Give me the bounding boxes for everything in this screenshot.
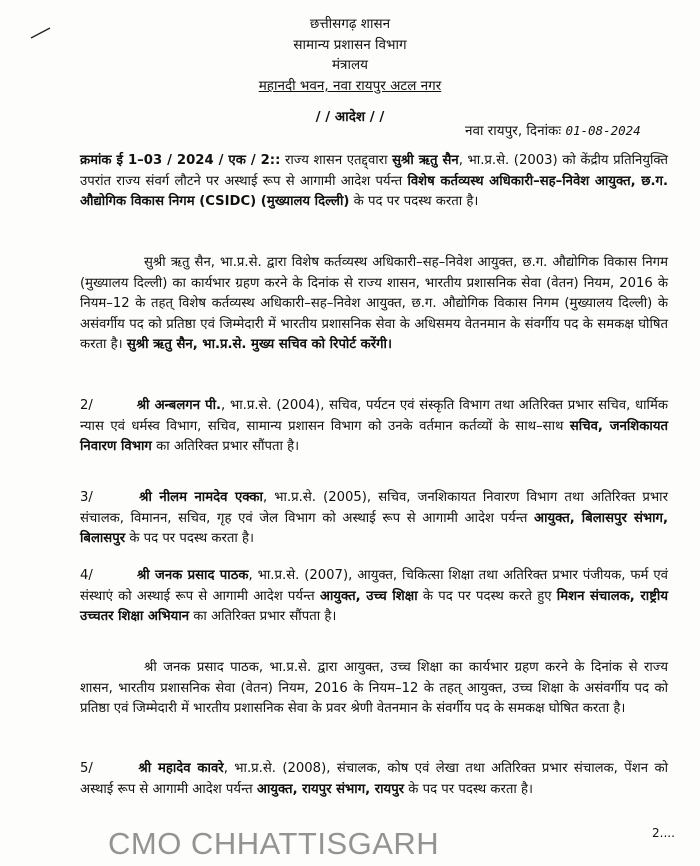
paragraph-number: 2/ (80, 398, 93, 413)
handwritten-date: 01-08-2024 (565, 123, 641, 138)
paragraph-4b: श्री जनक प्रसाद पाठक, भा.प्र.से. द्वारा आयुक्त, उच्च शिक्षा का कार्यभार ग्रहण करने के दिनांक से राज्य शासन, भारतीय प्रशासनिक सेवा (वेतन) नियम, 2016 के नियम–12 के तहत् आयुक्त, उच्च शिक्षा के असंवर्गीय पद को प्रतिष्ठा एवं जिम्मेदारी में भारतीय प्रशासनिक सेवा के प्रवर श्रेणी वेतनमान के संवर्गीय पद के समकक्ष घोषित करता है। (80, 660, 668, 716)
place-date (465, 121, 641, 139)
header-address: महानदी भवन, नवा रायपुर अटल नगर (258, 78, 442, 94)
paragraph-5: 5/ श्री महादेव कावरे, भा.प्र.से. (2008), संचालक, कोष एवं लेखा तथा अतिरिक्त प्रभार संचालक, पेंशन को अस्थाई रूप से आगामी आदेश पर्यन्त आयुक्त, रायपुर संभाग, रायपुर के पद पर पदस्थ करता है। (80, 761, 668, 797)
paragraph-3: 3/ श्री नीलम नामदेव एक्का, भा.प्र.से. (2005), सचिव, जनशिकायत निवारण विभाग तथा अतिरिक्त प्रभार संचालक, विमानन, सचिव, गृह एवं जेल विभाग को अस्थाई रूप से आगामी आदेश पर्यन्त आयुक्त, बिलासपुर संभाग, बिलासपुर के पद पर पदस्थ करता है। (80, 490, 668, 546)
paragraph-4: 4/ श्री जनक प्रसाद पाठक, भा.प्र.से. (2007), आयुक्त, चिकित्सा शिक्षा तथा अतिरिक्त प्रभार पंजीयक, फर्म एवं संस्थाएं को अस्थाई रूप से आगामी आदेश पर्यन्त आयुक्त, उच्च शिक्षा के पद पर पदस्थ करते हुए मिशन संचालक, राष्ट्रीय उच्चतर शिक्षा अभियान का अतिरिक्त प्रभार सौंपता है। (80, 568, 668, 624)
place-label: नवा रायपुर, दिनांकः (465, 123, 562, 139)
page-continuation: 2.... (652, 826, 675, 840)
paragraph-number: 5/ (80, 761, 93, 776)
header-state: छत्तीसगढ़ शासन (309, 16, 391, 32)
paragraph-number: 4/ (80, 568, 93, 583)
header-department: सामान्य प्रशासन विभाग (293, 37, 407, 53)
header-office: मंत्रालय (331, 57, 368, 73)
paragraph-number: 3/ (80, 490, 93, 505)
paragraph-1: क्रमांक ई 1–03 / 2024 / एक / 2:: राज्य शासन एतद्द्वारा सुश्री ऋतु सैन, भा.प्र.से. (2003) को केंद्रीय प्रतिनियुक्ति उपरांत राज्य संवर्ग लौटने पर अस्थाई रूप से आगामी आदेश पर्यन्त विशेष कर्तव्यस्थ अधिकारी–सह–निवेश आयुक्त, छ.ग. औद्योगिक विकास निगम (CSIDC) (मुख्यालय दिल्ली) के पद पर पदस्थ करता है। (80, 153, 668, 209)
watermark: CMO CHHATTISGARH (108, 826, 440, 861)
paragraph-2: 2/ श्री अन्बलगन पी., भा.प्र.से. (2004), सचिव, पर्यटन एवं संस्कृति विभाग तथा अतिरिक्त प्रभार सचिव, धार्मिक न्यास एवं धर्मस्व विभाग, सचिव, सामान्य प्रशासन विभाग को उनके वर्तमान कर्तव्यों के साथ–साथ सचिव, जनशिकायत निवारण विभाग का अतिरिक्त प्रभार सौंपता है। (80, 398, 668, 454)
order-title: / / आदेश / / (315, 109, 385, 125)
order-number: क्रमांक ई 1–03 / 2024 / एक / 2:: (80, 153, 281, 168)
paragraph-1b: सुश्री ऋतु सैन, भा.प्र.से. द्वारा विशेष कर्तव्यस्थ अधिकारी–सह–निवेश आयुक्त, छ.ग. औद्योगिक विकास निगम (मुख्यालय दिल्ली) का कार्यभार ग्रहण करने के दिनांक से राज्य शासन, भारतीय प्रशासनिक सेवा (वेतन) नियम, 2016 के नियम–12 के तहत् विशेष कर्तव्यस्थ अधिकारी–सह–निवेश आयुक्त, छ.ग. औद्योगिक विकास निगम (मुख्यालय दिल्ली) के असंवर्गीय पद को प्रतिष्ठा एवं जिम्मेदारी में भारतीय प्रशासनिक सेवा के अधिसमय वेतनमान के संवर्गीय पद के समकक्ष घोषित करता है। सुश्री ऋतु सैन, भा.प्र.से. मुख्य सचिव को रिपोर्ट करेंगी। (80, 255, 668, 352)
